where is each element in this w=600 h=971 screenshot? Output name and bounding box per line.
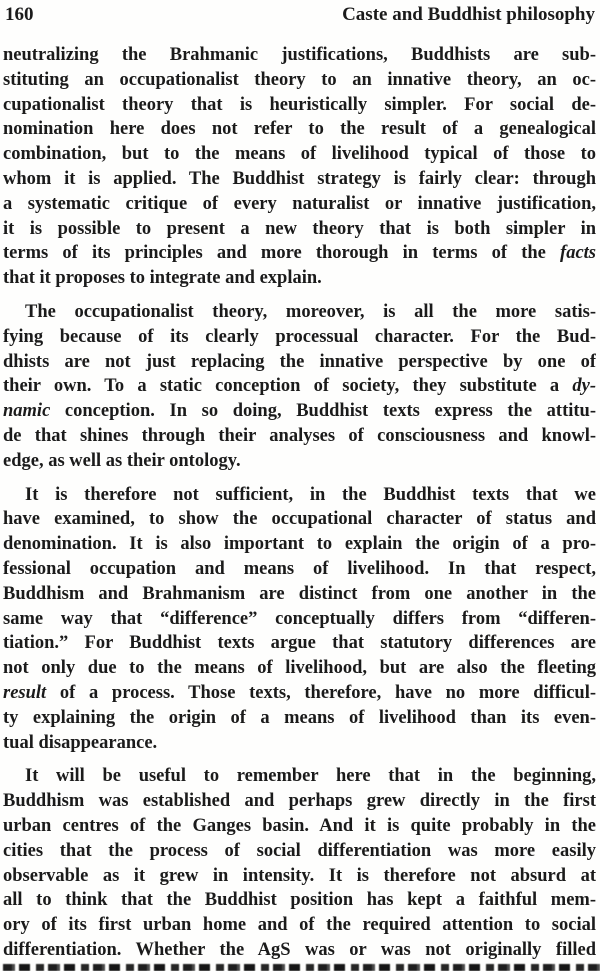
text-line: tiation.” For Buddhist texts argue that statutory differences are — [3, 633, 596, 654]
text-line: fessional occupation and means of livelihood. In that respect, — [3, 558, 596, 579]
text-line: a systematic critique of every naturalist or innative justification, — [3, 193, 596, 214]
text-line: result of a process. Those texts, therefore, have no more difficul- — [3, 682, 596, 703]
text-line: nomination here does not refer to the result of a genealogical — [3, 119, 596, 140]
text-line: Buddhism was established and perhaps grew directly in the first — [3, 791, 596, 812]
text-line: Buddhism and Brahmanism are distinct from one another in the — [3, 583, 596, 604]
page-header — [3, 4, 596, 26]
text-line: cupationalist theory that is heuristically simpler. For social de- — [3, 94, 596, 115]
running-title: Caste and Buddhist philosophy — [342, 4, 595, 25]
text-line: not only due to the means of livelihood, but are also the fleeting — [3, 658, 596, 679]
page-number: 160 — [5, 4, 34, 25]
text-line: their own. To a static conception of society, they substitute a dy- — [3, 376, 596, 397]
text-line: urban centres of the Ganges basin. And it is quite probably in the — [3, 815, 596, 836]
text-line: tual disappearance. — [3, 732, 158, 753]
text-line: same way that “difference” conceptually differs from “differen- — [3, 608, 596, 629]
text-line: de that shines through their analyses of consciousness and knowl- — [3, 425, 596, 446]
text-line: dhists are not just replacing the innative perspective by one of — [3, 351, 596, 372]
text-line: have examined, to show the occupational character of status and — [3, 509, 596, 530]
text-line: stituting an occupationalist theory to an innative theory, an oc- — [3, 69, 596, 90]
text-line: The occupationalist theory, moreover, is all the more satis- — [25, 301, 596, 322]
paragraph-4 — [3, 764, 596, 962]
text-line: cities that the process of social differentiation was more easily — [3, 840, 596, 861]
paragraph-2 — [3, 300, 596, 474]
text-line: observable as it grew in intensity. It is therefore not absurd at — [3, 865, 596, 886]
text-line: edge, as well as their ontology. — [3, 450, 241, 471]
text-line: all to think that the Buddhist position has kept a faithful mem- — [3, 890, 596, 911]
text-line: It will be useful to remember here that in the beginning, — [25, 766, 596, 787]
text-line: whom it is applied. The Buddhist strategy is fairly clear: through — [3, 168, 596, 189]
text-line: ty explaining the origin of a means of livelihood than its even- — [3, 707, 596, 728]
text-line: that it proposes to integrate and explain. — [3, 268, 322, 289]
text-line: it is possible to present a new theory that is both simpler in — [3, 218, 596, 239]
text-line: ory of its first urban home and of the required attention to social — [3, 915, 596, 936]
text-line: combination, but to the means of livelihood typical of those to — [3, 144, 596, 165]
page-body — [3, 43, 596, 963]
cut-off-next-line — [3, 964, 600, 971]
text-line: It is therefore not sufficient, in the Buddhist texts that we — [25, 484, 596, 505]
paragraph-1 — [3, 43, 596, 291]
text-line: differentiation. Whether the AgS was or was not originally filled — [3, 939, 596, 960]
text-line: neutralizing the Brahmanic justifications, Buddhists are sub- — [3, 45, 596, 65]
text-line: fying because of its clearly processual character. For the Bud- — [3, 326, 596, 347]
text-line: terms of its principles and more thorough in terms of the facts — [3, 243, 596, 264]
text-line: namic conception. In so doing, Buddhist texts express the attitu- — [3, 401, 596, 422]
text-line: denomination. It is also important to explain the origin of a pro- — [3, 534, 596, 555]
paragraph-3 — [3, 483, 596, 756]
